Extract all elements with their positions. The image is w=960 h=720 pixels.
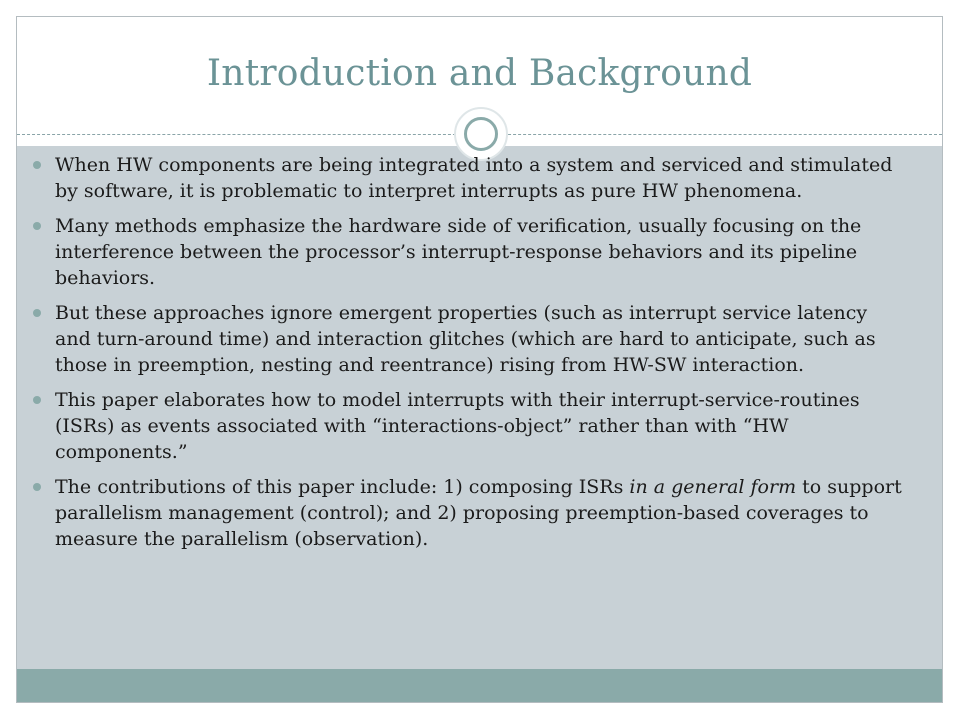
bullet-dot-icon [33, 222, 41, 230]
bullet-text: Many methods emphasize the hardware side of verification, usually focusing on the interference between the processor’s interrupt-response behaviors and its pipeline behaviors. [55, 215, 862, 289]
slide-title: Introduction and Background [206, 53, 753, 94]
bullet-item [33, 300, 903, 378]
bullet-text: This paper elaborates how to model interrupts with their interrupt-service-routines (ISRs) as events associated with “interactions-object” rather than with “HW components.” [55, 389, 860, 463]
bullet-text: But these approaches ignore emergent properties (such as interrupt service latency and turn-around time) and interaction glitches (which are hard to anticipate, such as those in preemption, nesting and reentrance) rising from HW-SW interaction. [55, 302, 876, 376]
bullet-dot-icon [33, 483, 41, 491]
bullet-item [33, 387, 903, 465]
bullet-item [33, 474, 903, 552]
bullet-item [33, 213, 903, 291]
footer-band [17, 669, 942, 702]
bullet-text-end: to support parallelism management (control); and 2) proposing preemption-based coverages to measure the parallelism (observation). [55, 476, 902, 550]
bullet-dot-icon [33, 396, 41, 404]
bullet-text-start: The contributions of this paper include: 1) composing ISRs [55, 476, 630, 498]
bullet-list [33, 152, 903, 561]
bullet-dot-icon [33, 161, 41, 169]
bullet-text: When HW components are being integrated into a system and serviced and stimulated by software, it is problematic to interpret interrupts as pure HW phenomena. [55, 154, 893, 202]
bullet-item [33, 152, 903, 204]
circle-ring [464, 117, 498, 151]
bullet-text-emphasis: in a general form [629, 476, 797, 498]
bullet-dot-icon [33, 309, 41, 317]
